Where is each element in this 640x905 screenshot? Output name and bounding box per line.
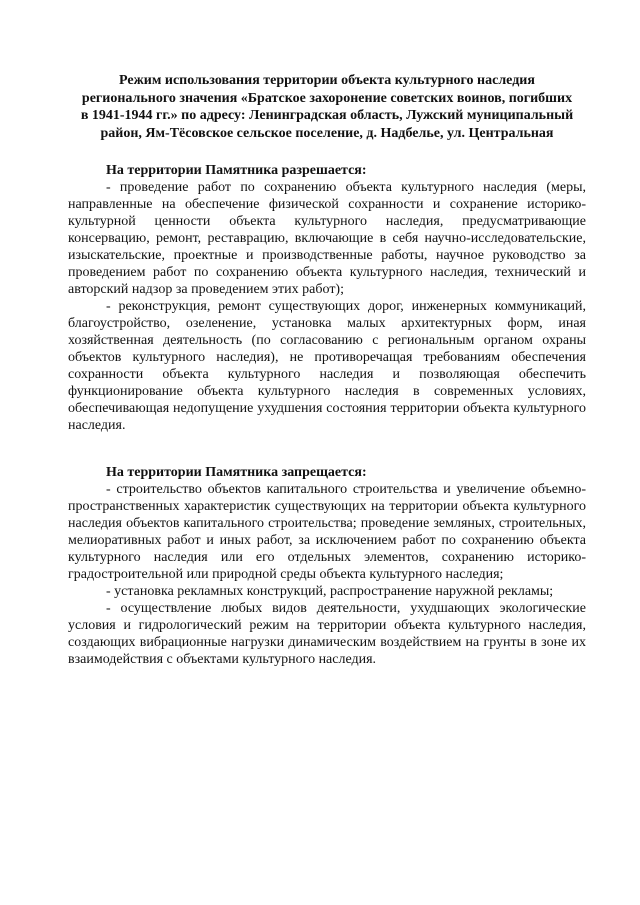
prohibited-section	[68, 464, 586, 668]
prohibited-item: - строительство объектов капитального строительства и увеличение объемно-пространственных характеристик существующих на территории объекта культурного наследия объектов капитального строительства; проведение земляных, строительных, мелиоративных работ и иных работ, за исключением работ по сохранению объекта культурного наследия или его отдельных элементов, сохранению историко-градостроительной или природной среды объекта культурного наследия;	[68, 482, 586, 582]
prohibited-item: - осуществление любых видов деятельности, ухудшающих экологические условия и гидрологический режим на территории объекта культурного наследия, создающих вибрационные нагрузки динамическим воздействием на грунты в зоне их взаимодействия с объектами культурного наследия.	[68, 601, 586, 667]
allowed-item: - реконструкция, ремонт существующих дорог, инженерных коммуникаций, благоустройство, озеленение, установка малых архитектурных форм, иная хозяйственная деятельность (по согласованию с региональным органом охраны объектов культурного наследия), не противоречащая требованиям обеспечения сохранности объекта культурного наследия и позволяющая обеспечить функционирование объекта культурного наследия в современных условиях, обеспечивающая недопущение ухудшения состояния территории объекта культурного наследия.	[68, 299, 586, 433]
section-gap	[68, 434, 586, 464]
document-title	[68, 72, 586, 142]
title-line: Режим использования территории объекта культурного наследия	[119, 73, 535, 88]
allowed-heading: На территории Памятника разрешается:	[106, 163, 367, 178]
title-line: район, Ям-Тёсовское сельское поселение, д. Надбелье, ул. Центральная	[100, 125, 554, 141]
document-page	[68, 72, 586, 668]
prohibited-item: - установка рекламных конструкций, распространение наружной рекламы;	[106, 584, 554, 599]
title-line: регионального значения «Братское захоронение советских воинов, погибших	[81, 90, 573, 106]
title-line: в 1941-1944 гг.» по адресу: Ленинградская область, Лужский муниципальный	[80, 108, 574, 123]
allowed-section	[68, 162, 586, 434]
allowed-item: - проведение работ по сохранению объекта культурного наследия (меры, направленные на обеспечение физической сохранности и сохранение историко-культурной ценности объекта культурного наследия, предусматривающие консервацию, ремонт, реставрацию, включающие в себя научно-исследовательские, изыскательские, проектные и производственные работы, научное руководство за проведением работ по сохранению объекта культурного наследия, технический и авторский надзор за проведением этих работ);	[68, 180, 586, 297]
prohibited-heading: На территории Памятника запрещается:	[106, 465, 367, 480]
